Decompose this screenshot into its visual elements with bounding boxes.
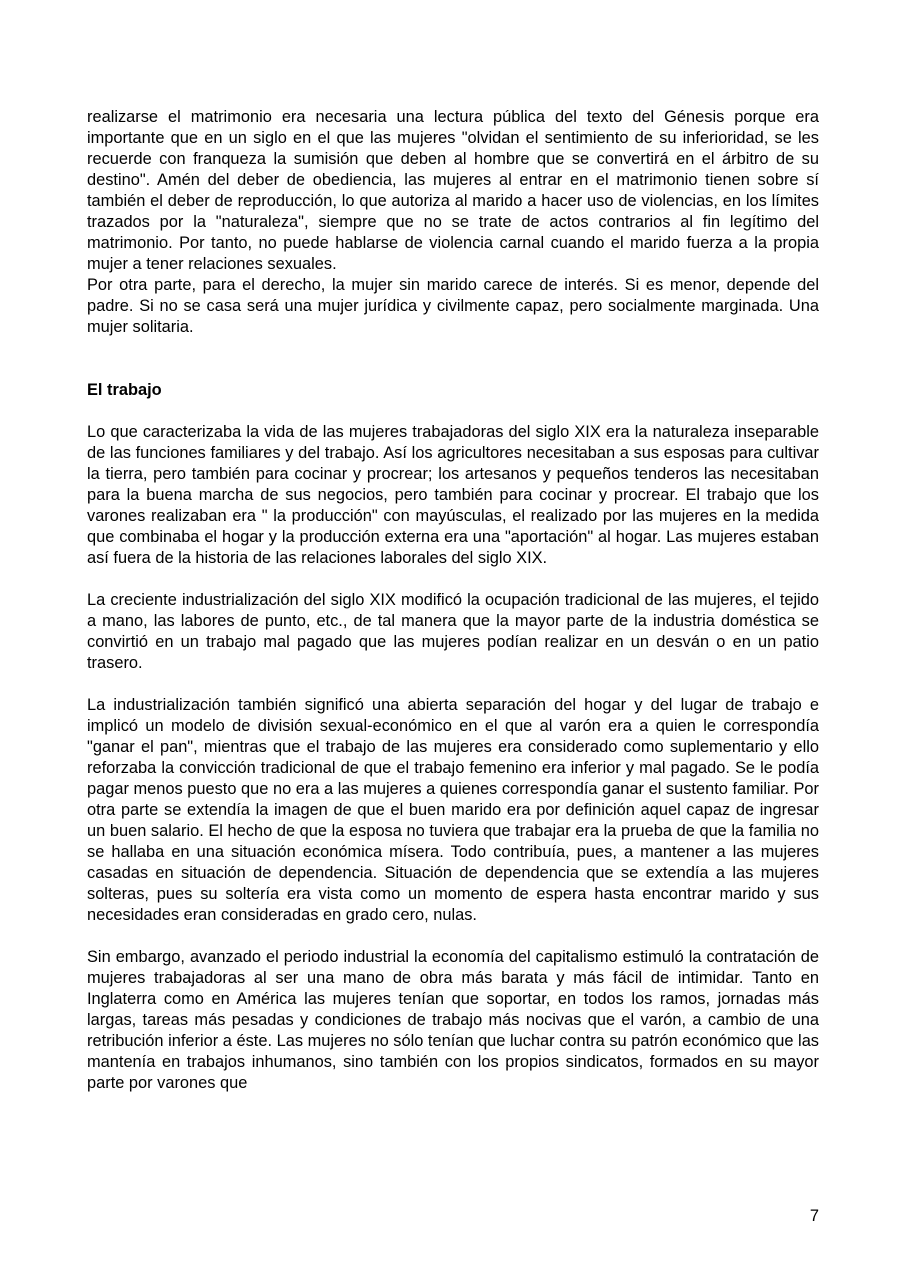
paragraph-spacer (87, 569, 819, 590)
paragraph-marriage-continued: realizarse el matrimonio era necesaria una lectura pública del texto del Génesis porque era importante que en un siglo en el que las mujeres "olvidan el sentimiento de su inferioridad, se les recuerde con franqueza la sumisión que deben al hombre que se convertirá en el árbitro de su destino". Amén del deber de obediencia, las mujeres al entrar en el matrimonio tienen sobre sí también el deber de reproducción, lo que autoriza al marido a hacer uso de violencias, en los límites trazados por la "naturaleza", siempre que no se trate de actos contrarios al fin legítimo del matrimonio. Por tanto, no puede hablarse de violencia carnal cuando el marido fuerza a la propia mujer a tener relaciones sexuales. (87, 108, 819, 273)
paragraph-spacer (87, 926, 819, 947)
paragraph-spacer (87, 674, 819, 695)
page-content (87, 107, 819, 1094)
page-number: 7 (809, 1207, 819, 1225)
section-heading: El trabajo (87, 381, 162, 399)
paragraph-work-nature: Lo que caracterizaba la vida de las mujeres trabajadoras del siglo XIX era la naturaleza inseparable de las funciones familiares y del trabajo. Así los agricultores necesitaban a sus esposas para cultivar la tierra, pero también para cocinar y procrear; los artesanos y pequeños tenderos las necesitaban para la buena marcha de sus negocios, pero también para cocinar y procrear. El trabajo que los varones realizaban era " la producción" con mayúsculas, el realizado por las mujeres en la medida que combinaba el hogar y la producción externa era una "aportación" al hogar. Las mujeres estaban así fuera de la historia de las relaciones laborales del siglo XIX. (87, 423, 819, 567)
paragraph-capitalism: Sin embargo, avanzado el periodo industrial la economía del capitalismo estimuló la contratación de mujeres trabajadoras al ser una mano de obra más barata y más fácil de intimidar. Tanto en Inglaterra como en América las mujeres tenían que soportar, en todos los ramos, jornadas más largas, tareas más pesadas y condiciones de trabajo más nocivas que el varón, a cambio de una retribución inferior a éste. Las mujeres no sólo tenían que luchar contra su patrón económico que las mantenía en trabajos inhumanos, sino también con los propios sindicatos, formados en su mayor parte por varones que (87, 948, 819, 1092)
section-spacer (87, 338, 819, 380)
paragraph-separation-home-work: La industrialización también significó una abierta separación del hogar y del lugar de trabajo e implicó un modelo de división sexual-económico en el que al varón era a quien le correspondía "ganar el pan", mientras que el trabajo de las mujeres era considerado como suplementario y ello reforzaba la convicción tradicional de que el trabajo femenino era inferior y mal pagado. Se le podía pagar menos puesto que no era a las mujeres a quienes correspondía ganar el sustento familiar. Por otra parte se extendía la imagen de que el buen marido era por definición aquel capaz de ingresar un buen salario. El hecho de que la esposa no tuviera que trabajar era la prueba de que la familia no se hallaba en una situación económica mísera. Todo contribuía, pues, a mantener a las mujeres casadas en situación de dependencia. Situación de dependencia que se extendía a las mujeres solteras, pues su soltería era vista como un momento de espera hasta encontrar marido y sus necesidades eran consideradas en grado cero, nulas. (87, 696, 819, 924)
paragraph-unmarried-woman: Por otra parte, para el derecho, la mujer sin marido carece de interés. Si es menor, depende del padre. Si no se casa será una mujer jurídica y civilmente capaz, pero socialmente marginada. Una mujer solitaria. (87, 276, 819, 336)
paragraph-industrialization: La creciente industrialización del siglo XIX modificó la ocupación tradicional de las mujeres, el tejido a mano, las labores de punto, etc., de tal manera que la mayor parte de la industria doméstica se convirtió en un trabajo mal pagado que las mujeres podían realizar en un desván o en un patio trasero. (87, 591, 819, 672)
paragraph-spacer (87, 401, 819, 422)
